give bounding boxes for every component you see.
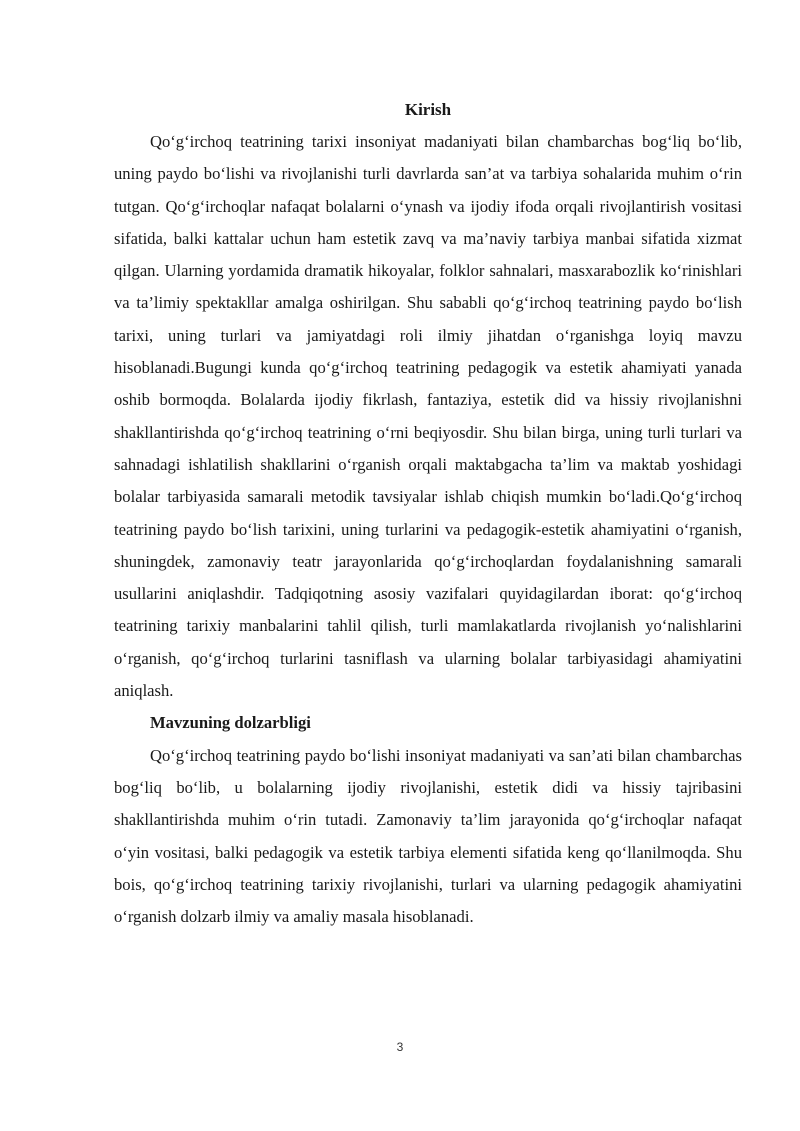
document-page [114, 96, 742, 933]
page-number: 3 [396, 1040, 404, 1054]
intro-paragraph: Qo‘g‘irchoq teatrining tarixi insoniyat madaniyati bilan chambarchas bog‘liq bo‘lib, uning paydo bo‘lishi va rivojlanishi turli davrlarda san’at va tarbiya sohalarida muhim o‘rin tutgan. Qo‘g‘irchoqlar nafaqat bolalarni o‘ynash va ijodiy ifoda orqali rivojlantirish vositasi sifatida, balki kattalar uchun ham estetik zavq va ma’naviy tarbiya manbai sifatida xizmat qilgan. Ularning yordamida dramatik hikoyalar, folklor sahnalari, masxarabozlik ko‘rinishlari va ta’limiy spektakllar amalga oshirilgan. Shu sababli qo‘g‘irchoq teatrining paydo bo‘lish tarixi, uning turlari va jamiyatdagi roli ilmiy jihatdan o‘rganishga loyiq mavzu hisoblanadi.Bugungi kunda qo‘g‘irchoq teatrining pedagogik va estetik ahamiyati yanada oshib bormoqda. Bolalarda ijodiy fikrlash, fantaziya, estetik did va hissiy rivojlanishni shakllantirishda qo‘g‘irchoq teatrining o‘rni beqiyosdir. Shu bilan birga, uning turli turlari va sahnadagi ishlatilish shakllarini o‘rganish orqali maktabgacha ta’lim va maktab yoshidagi bolalar tarbiyasida samarali metodik tavsiyalar ishlab chiqish mumkin bo‘ladi.Qo‘g‘irchoq teatrining paydo bo‘lish tarixini, uning turlarini va pedagogik-estetik ahamiyatini o‘rganish, shuningdek, zamonaviy teatr jarayonlarida qo‘g‘irchoqlardan foydalanishning samarali usullarini aniqlashdir. Tadqiqotning asosiy vazifalari quyidagilardan iborat: qo‘g‘irchoq teatrining tarixiy manbalarini tahlil qilish, turli mamlakatlarda rivojlanish yo‘nalishlarini o‘rganish, qo‘g‘irchoq turlarini tasniflash va ularning bolalar tarbiyasidagi ahamiyatini aniqlash. [114, 132, 742, 701]
relevance-paragraph: Qo‘g‘irchoq teatrining paydo bo‘lishi insoniyat madaniyati va san’ati bilan chambarchas bog‘liq bo‘lib, u bolalarning ijodiy rivojlanishi, estetik didi va hissiy tajribasini shakllantirishda muhim o‘rin tutadi. Zamonaviy ta’lim jarayonida qo‘g‘irchoqlar nafaqat o‘yin vositasi, balki pedagogik va estetik tarbiya elementi sifatida keng qo‘llanilmoqda. Shu bois, qo‘g‘irchoq teatrining tarixiy rivojlanishi, turlari va ularning pedagogik ahamiyatini o‘rganish dolzarb ilmiy va amaliy masala hisoblanadi. [114, 745, 742, 927]
section-title: Kirish [404, 100, 452, 119]
subsection-heading: Mavzuning dolzarbligi [150, 713, 311, 733]
